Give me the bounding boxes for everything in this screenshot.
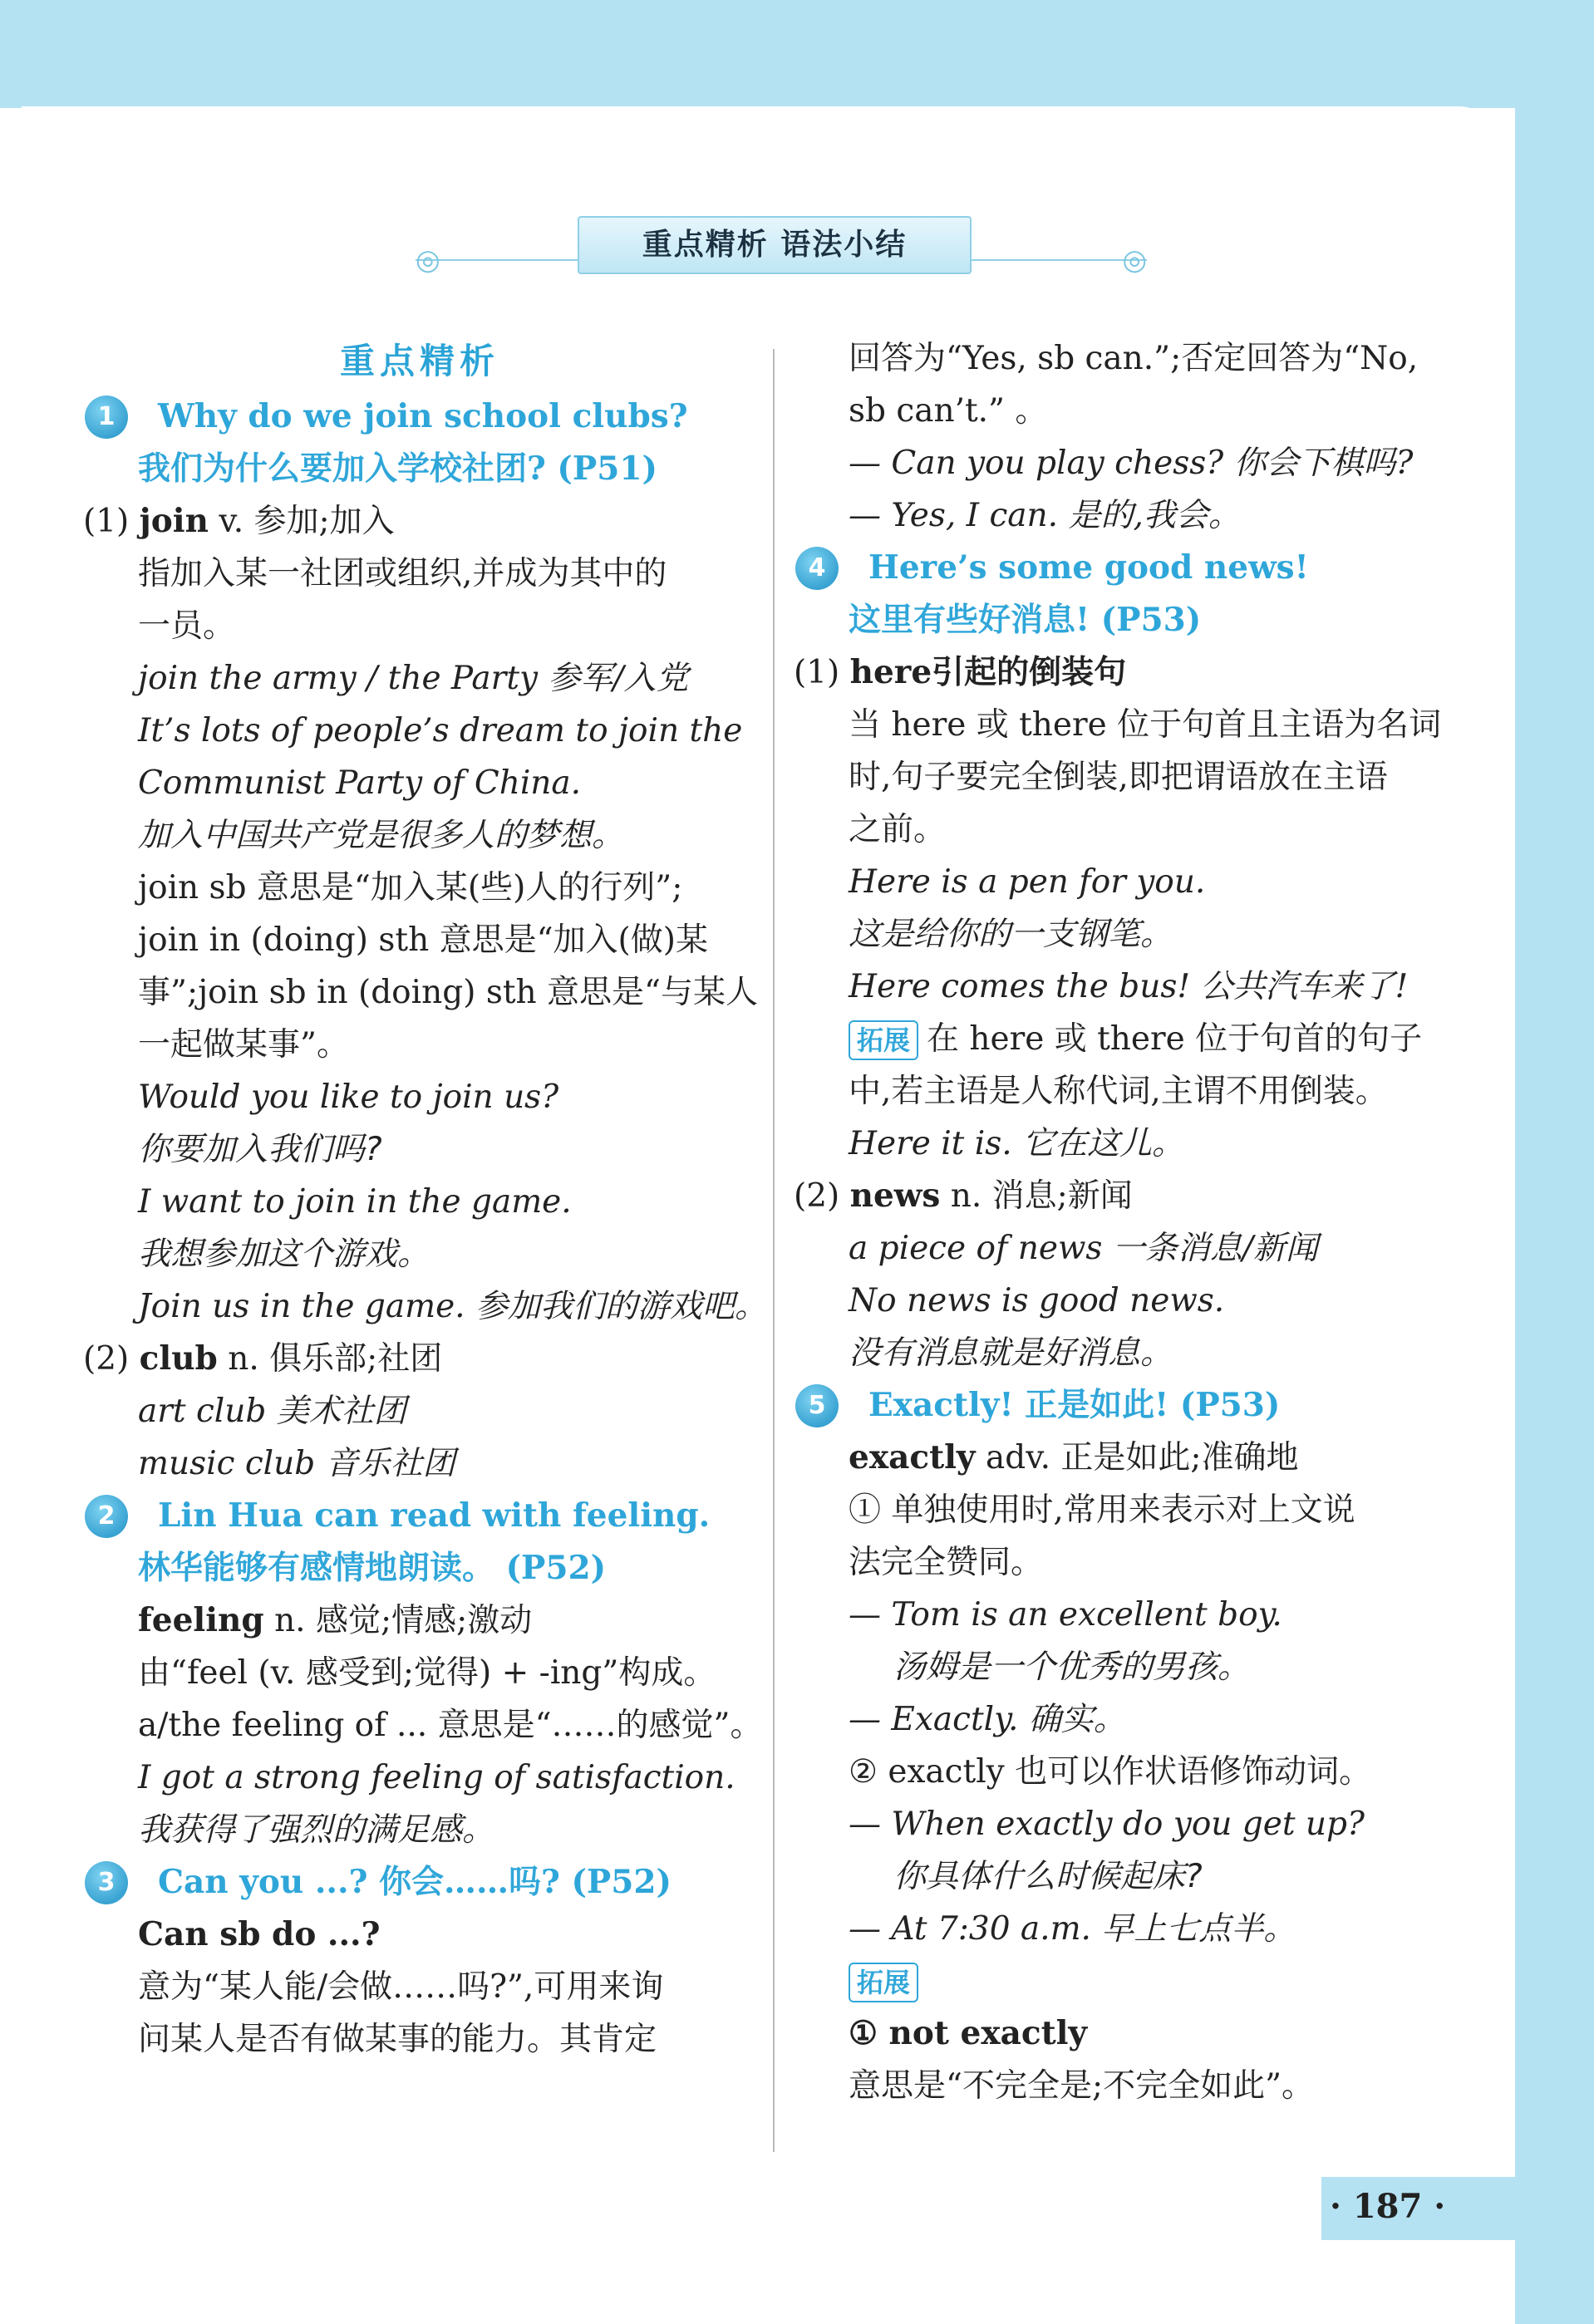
extension-note xyxy=(794,1955,1467,2007)
example-translation: 你要加入我们吗? xyxy=(138,1131,382,1168)
example-translation: 加入中国共产党是很多人的梦想。 xyxy=(138,817,625,854)
example-sentence: Here comes the bus! 公共汽车来了! xyxy=(849,968,1409,1005)
number-badge-icon: 4 xyxy=(795,547,839,590)
left-column xyxy=(83,332,767,2066)
right-background-band xyxy=(1515,0,1594,2324)
example-translation: 这是给你的一支钢笔。 xyxy=(849,916,1173,953)
section-heading xyxy=(83,1856,756,1909)
example-sentence: — Exactly. 确实。 xyxy=(849,1701,1126,1738)
example-sentence: music club 音乐社团 xyxy=(138,1445,455,1482)
example-sentence: Communist Party of China. xyxy=(138,764,582,802)
text-line: 一起做某事”。 xyxy=(138,1026,349,1064)
entry-word: join xyxy=(139,502,209,540)
example-sentence: art club 美术社团 xyxy=(138,1393,406,1430)
example-translation: 你具体什么时候起床? xyxy=(893,1858,1203,1895)
entry-number: (2) xyxy=(794,1177,850,1215)
extension-note xyxy=(794,1013,1467,1065)
entry-definition: n. 感觉;情感;激动 xyxy=(263,1602,533,1639)
text-line: 法完全赞同。 xyxy=(849,1544,1044,1581)
entry-word: exactly xyxy=(849,1438,976,1476)
bold-line: ① not exactly xyxy=(849,2014,1088,2052)
bold-line: Can sb do ...? xyxy=(138,1915,381,1953)
entry-heading xyxy=(794,1432,1467,1484)
section-heading xyxy=(83,391,756,443)
column-divider xyxy=(773,349,775,2152)
example-translation: 我获得了强烈的满足感。 xyxy=(138,1811,495,1849)
text-line: 指加入某一社团或组织,并成为其中的 xyxy=(138,555,667,592)
entry-number: (1) xyxy=(794,654,850,691)
entry-word: club xyxy=(139,1339,218,1378)
right-column xyxy=(794,332,1467,2112)
extension-tag: 拓展 xyxy=(849,1020,918,1060)
number-badge-icon: 1 xyxy=(85,396,128,439)
section-subheading: 这里有些好消息! (P53) xyxy=(849,601,1202,639)
entry-heading xyxy=(794,646,1467,699)
entry-heading xyxy=(794,1170,1467,1222)
section-heading-text: Here’s some good news! xyxy=(868,548,1309,587)
right-column-body xyxy=(794,332,1467,2112)
example-sentence: — At 7:30 a.m. 早上七点半。 xyxy=(849,1910,1296,1948)
example-sentence: a piece of news 一条消息/新闻 xyxy=(849,1230,1318,1267)
example-sentence: I got a strong feeling of satisfaction. xyxy=(138,1759,736,1796)
section-heading-text: Can you ...? 你会……吗? (P52) xyxy=(158,1863,672,1901)
example-sentence: No news is good news. xyxy=(849,1282,1225,1319)
example-sentence: It’s lots of people’s dream to join the xyxy=(138,712,743,749)
section-heading xyxy=(794,1379,1467,1432)
number-badge-icon: 5 xyxy=(795,1384,839,1427)
text-line: 中,若主语是人称代词,主谓不用倒装。 xyxy=(849,1073,1388,1110)
extension-tag: 拓展 xyxy=(849,1963,918,2002)
example-sentence: Here it is. 它在这儿。 xyxy=(849,1125,1185,1162)
example-sentence: — Yes, I can. 是的,我会。 xyxy=(849,497,1241,534)
entry-word: news xyxy=(849,1177,941,1215)
section-subheading: 林华能够有感情地朗读。 (P52) xyxy=(138,1549,607,1587)
text-line: 意为“某人能/会做……吗?”,可用来询 xyxy=(138,1968,664,2006)
section-heading xyxy=(83,1490,756,1542)
section-subheading: 我们为什么要加入学校社团? (P51) xyxy=(138,450,657,488)
example-sentence: Would you like to join us? xyxy=(138,1078,559,1116)
left-column-body xyxy=(83,391,767,2066)
top-background-band xyxy=(0,0,1594,108)
text-line: 当 here 或 there 位于句首且主语为名词 xyxy=(849,706,1442,744)
chapter-header xyxy=(416,212,1147,295)
entry-word: feeling xyxy=(138,1601,264,1639)
section-heading-text: Lin Hua can read with feeling. xyxy=(158,1496,711,1535)
example-translation: 没有消息就是好消息。 xyxy=(849,1334,1173,1372)
example-sentence: join the army / the Party 参军/入党 xyxy=(138,660,689,697)
text-line: join in (doing) sth 意思是“加入(做)某 xyxy=(138,921,708,959)
entry-definition: adv. 正是如此;准确地 xyxy=(975,1439,1299,1476)
example-translation: 汤姆是一个优秀的男孩。 xyxy=(893,1648,1251,1686)
text-line: ① 单独使用时,常用来表示对上文说 xyxy=(849,1491,1355,1529)
swirl-right-icon: ◎ xyxy=(1122,243,1147,277)
text-line: a/the feeling of ... 意思是“……的感觉”。 xyxy=(138,1707,763,1744)
example-sentence: — Tom is an excellent boy. xyxy=(849,1596,1282,1634)
text-line: join sb 意思是“加入某(些)人的行列”; xyxy=(138,869,683,907)
entry-heading xyxy=(83,1333,756,1385)
entry-definition: n. 消息;新闻 xyxy=(940,1177,1133,1215)
header-title: 重点精析 语法小结 xyxy=(578,216,972,274)
text-line: 一员。 xyxy=(138,607,236,645)
example-sentence: — Can you play chess? 你会下棋吗? xyxy=(849,445,1414,482)
example-sentence: I want to join in the game. xyxy=(138,1183,572,1221)
entry-definition: v. 参加;加入 xyxy=(208,503,395,540)
number-badge-icon: 2 xyxy=(85,1495,128,1538)
entry-word: here引起的倒装句 xyxy=(849,653,1127,691)
text-line: 之前。 xyxy=(849,811,947,848)
entry-number: (2) xyxy=(83,1340,140,1378)
example-translation: 我想参加这个游戏。 xyxy=(138,1236,430,1273)
text-line: 意思是“不完全是;不完全如此”。 xyxy=(849,2067,1315,2105)
section-title: 重点精析 xyxy=(339,341,499,381)
text-line: 由“feel (v. 感受到;觉得) + -ing”构成。 xyxy=(138,1654,716,1692)
swirl-left-icon: ◎ xyxy=(416,243,440,277)
entry-heading xyxy=(83,1594,756,1647)
example-sentence: Join us in the game. 参加我们的游戏吧。 xyxy=(138,1288,767,1325)
extension-text: 在 here 或 there 位于句首的句子 xyxy=(927,1020,1423,1058)
section-heading xyxy=(794,542,1467,594)
text-line: 问某人是否有做某事的能力。其肯定 xyxy=(138,2021,657,2058)
text-line: 回答为“Yes, sb can.”;否定回答为“No, xyxy=(849,340,1419,377)
section-heading-text: Exactly! 正是如此! (P53) xyxy=(868,1386,1281,1424)
entry-number: (1) xyxy=(83,503,140,540)
text-line: sb can’t.” 。 xyxy=(849,392,1048,430)
example-sentence: Here is a pen for you. xyxy=(849,863,1206,901)
page-number: · 187 · xyxy=(1330,2187,1446,2226)
text-line: ② exactly 也可以作状语修饰动词。 xyxy=(849,1753,1372,1791)
number-badge-icon: 3 xyxy=(85,1861,128,1904)
entry-definition: n. 俱乐部;社团 xyxy=(217,1340,443,1378)
text-line: 事”;join sb in (doing) sth 意思是“与某人 xyxy=(138,974,758,1011)
section-heading-text: Why do we join school clubs? xyxy=(158,397,688,435)
text-line: 时,句子要完全倒装,即把谓语放在主语 xyxy=(849,759,1388,796)
entry-heading xyxy=(83,495,756,548)
example-sentence: — When exactly do you get up? xyxy=(849,1806,1365,1843)
